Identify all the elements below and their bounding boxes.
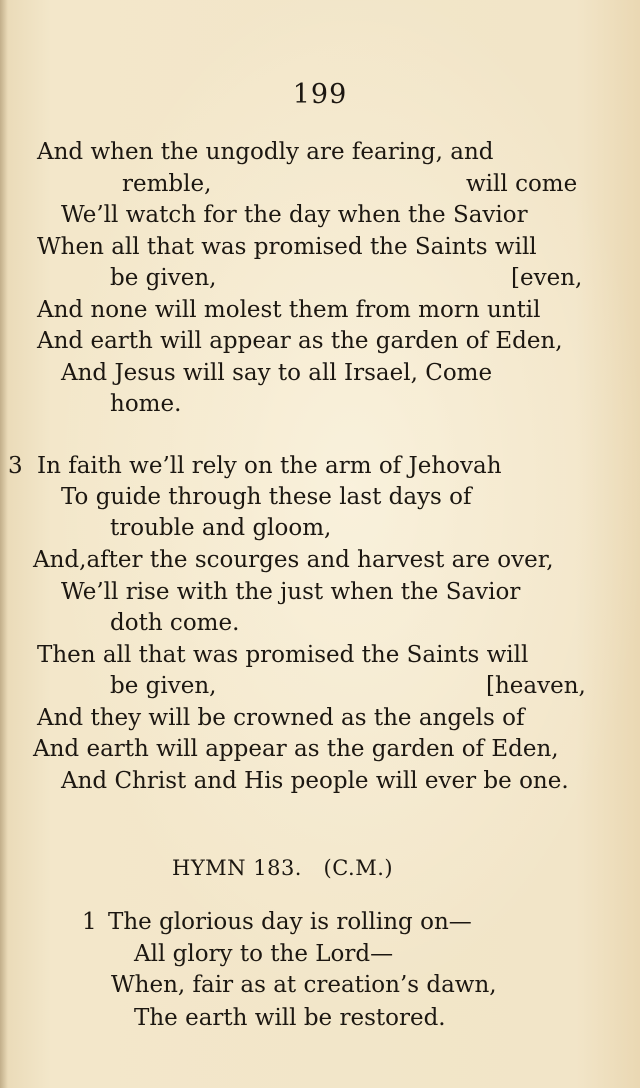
verse-line: All glory to the Lord— [134, 941, 394, 967]
verse-line: And,after the scourges and harvest are over, [33, 547, 554, 573]
verse-line: Then all that was promised the Saints will [37, 642, 529, 668]
verse-line-text: And when the ungodly are fearing, and [37, 139, 494, 165]
verse-line-carryover: will come [466, 171, 578, 197]
verse-line: be given, [110, 673, 217, 699]
verse-line: And none will molest them from morn until [37, 297, 541, 323]
verse-line: be given, [110, 265, 217, 291]
verse-line: trouble and gloom, [110, 515, 332, 541]
verse-line: home. [110, 391, 182, 417]
verse-line: We’ll watch for the day when the Savior [61, 202, 528, 228]
verse-line: And earth will appear as the garden of Eden, [33, 736, 559, 762]
verse-line: And earth will appear as the garden of Eden, [37, 328, 563, 354]
verse-line: And Jesus will say to all Irsael, Come [61, 360, 493, 386]
verse-line: The earth will be restored. [134, 1005, 446, 1031]
page-edge-shadow [0, 0, 8, 1088]
verse-line: We’ll rise with the just when the Savior [61, 579, 521, 605]
verse-line: When all that was promised the Saints will [37, 234, 537, 260]
verse-line-carryover: [heaven, [486, 673, 586, 699]
verse-line: When, fair as at creation’s dawn, [111, 972, 497, 998]
verse-line: And they will be crowned as the angels of [37, 705, 525, 731]
hymn-heading: HYMN 183. (C.M.) [172, 856, 394, 880]
verse-line: And Christ and His people will ever be one. [61, 768, 569, 794]
verse-line: remble, [122, 171, 212, 197]
verse-line: To guide through these last days of [61, 484, 472, 510]
verse-number: 1 [82, 909, 97, 935]
verse-line [37, 137, 598, 167]
verse-line-carryover: [even, [511, 265, 583, 291]
verse-number: 3 [8, 453, 23, 479]
verse-line: In faith we’ll rely on the arm of Jehovah [37, 453, 502, 479]
verse-line: The glorious day is rolling on— [108, 909, 472, 935]
page-number: 199 [292, 79, 348, 110]
verse-line: doth come. [110, 610, 240, 636]
